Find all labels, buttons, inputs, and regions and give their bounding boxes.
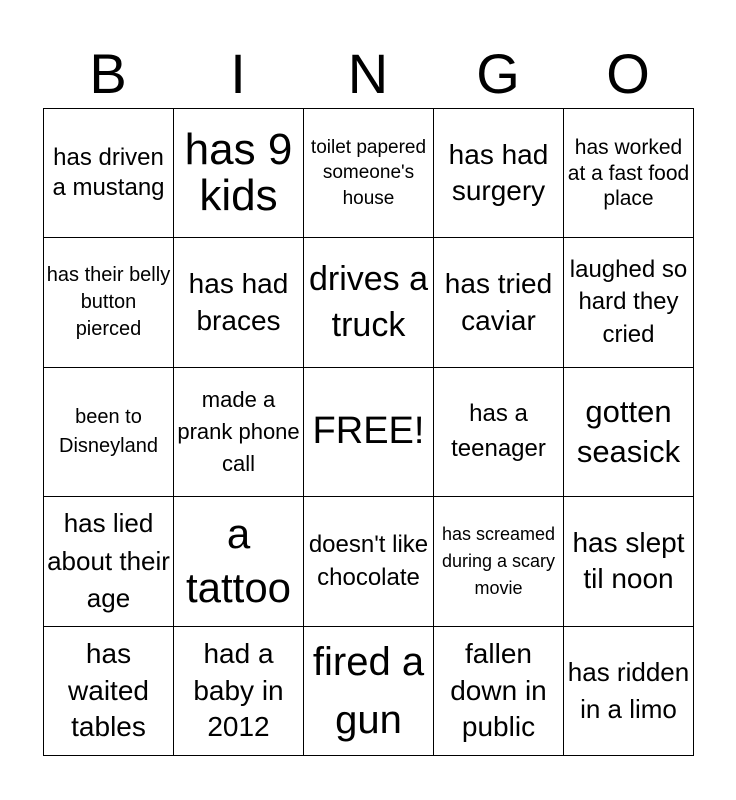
cell-text: fired a gun xyxy=(312,639,425,742)
header-letter-g: G xyxy=(476,42,520,105)
free-space: FREE! xyxy=(312,410,425,453)
bingo-cell[interactable] xyxy=(434,497,564,626)
bingo-grid xyxy=(43,108,694,756)
cell-text: gotten seasick xyxy=(576,393,681,469)
bingo-cell xyxy=(304,367,434,496)
header-letter-n: N xyxy=(347,42,389,105)
grid-row xyxy=(44,497,694,626)
cell-text: has slept til noon xyxy=(572,526,685,595)
cell-text: has their belly button pierced xyxy=(46,264,171,341)
cell-text: has worked at a fast food place xyxy=(567,136,690,210)
cell-text: has had surgery xyxy=(448,138,549,207)
cell-text: fallen down in public xyxy=(450,638,547,742)
cell-text: a tattoo xyxy=(185,509,292,612)
cell-text: has had braces xyxy=(188,268,289,336)
bingo-cell[interactable] xyxy=(44,497,174,626)
bingo-cell[interactable] xyxy=(564,109,694,238)
bingo-cell[interactable] xyxy=(174,238,304,367)
header-letter-o: O xyxy=(606,42,650,105)
cell-text: laughed so hard they cried xyxy=(569,256,688,348)
bingo-cell[interactable] xyxy=(304,497,434,626)
cell-text: made a prank phone call xyxy=(177,387,300,476)
bingo-cell[interactable] xyxy=(44,238,174,367)
cell-text: drives a truck xyxy=(308,259,429,344)
bingo-cell[interactable] xyxy=(44,626,174,755)
grid-row xyxy=(44,238,694,367)
cell-text: had a baby in 2012 xyxy=(193,638,284,742)
grid-row xyxy=(44,109,694,238)
bingo-cell[interactable] xyxy=(434,238,564,367)
cell-text: has ridden in a limo xyxy=(567,657,690,724)
bingo-cell[interactable] xyxy=(564,238,694,367)
grid-row xyxy=(44,367,694,496)
bingo-cell[interactable] xyxy=(174,367,304,496)
cell-text: has screamed during a scary movie xyxy=(441,523,556,598)
bingo-cell[interactable] xyxy=(174,626,304,755)
cell-text: has a teenager xyxy=(451,400,546,462)
cell-text: has tried caviar xyxy=(444,268,553,336)
cell-text: doesn't like chocolate xyxy=(308,530,429,592)
cell-text: has lied about their age xyxy=(47,507,170,614)
bingo-cell[interactable] xyxy=(44,109,174,238)
cell-text: has waited tables xyxy=(68,638,149,742)
bingo-cell[interactable] xyxy=(564,626,694,755)
bingo-cell[interactable] xyxy=(564,497,694,626)
header-letter-b: B xyxy=(89,42,127,105)
cell-text: been to Disneyland xyxy=(59,405,158,457)
bingo-cell[interactable] xyxy=(174,109,304,238)
bingo-cell[interactable] xyxy=(434,367,564,496)
bingo-cell[interactable] xyxy=(174,497,304,626)
cell-text: has 9 kids xyxy=(184,125,293,221)
bingo-cell[interactable] xyxy=(44,367,174,496)
bingo-cell[interactable] xyxy=(304,626,434,755)
bingo-cell[interactable] xyxy=(434,109,564,238)
bingo-cell[interactable] xyxy=(304,109,434,238)
bingo-cell[interactable] xyxy=(304,238,434,367)
grid-row xyxy=(44,626,694,755)
header-letter-i: I xyxy=(230,42,246,105)
bingo-cell[interactable] xyxy=(434,626,564,755)
cell-text: has driven a mustang xyxy=(52,144,165,202)
bingo-cell[interactable] xyxy=(564,367,694,496)
bingo-header xyxy=(43,40,693,108)
cell-text: toilet papered someone's house xyxy=(310,136,427,210)
